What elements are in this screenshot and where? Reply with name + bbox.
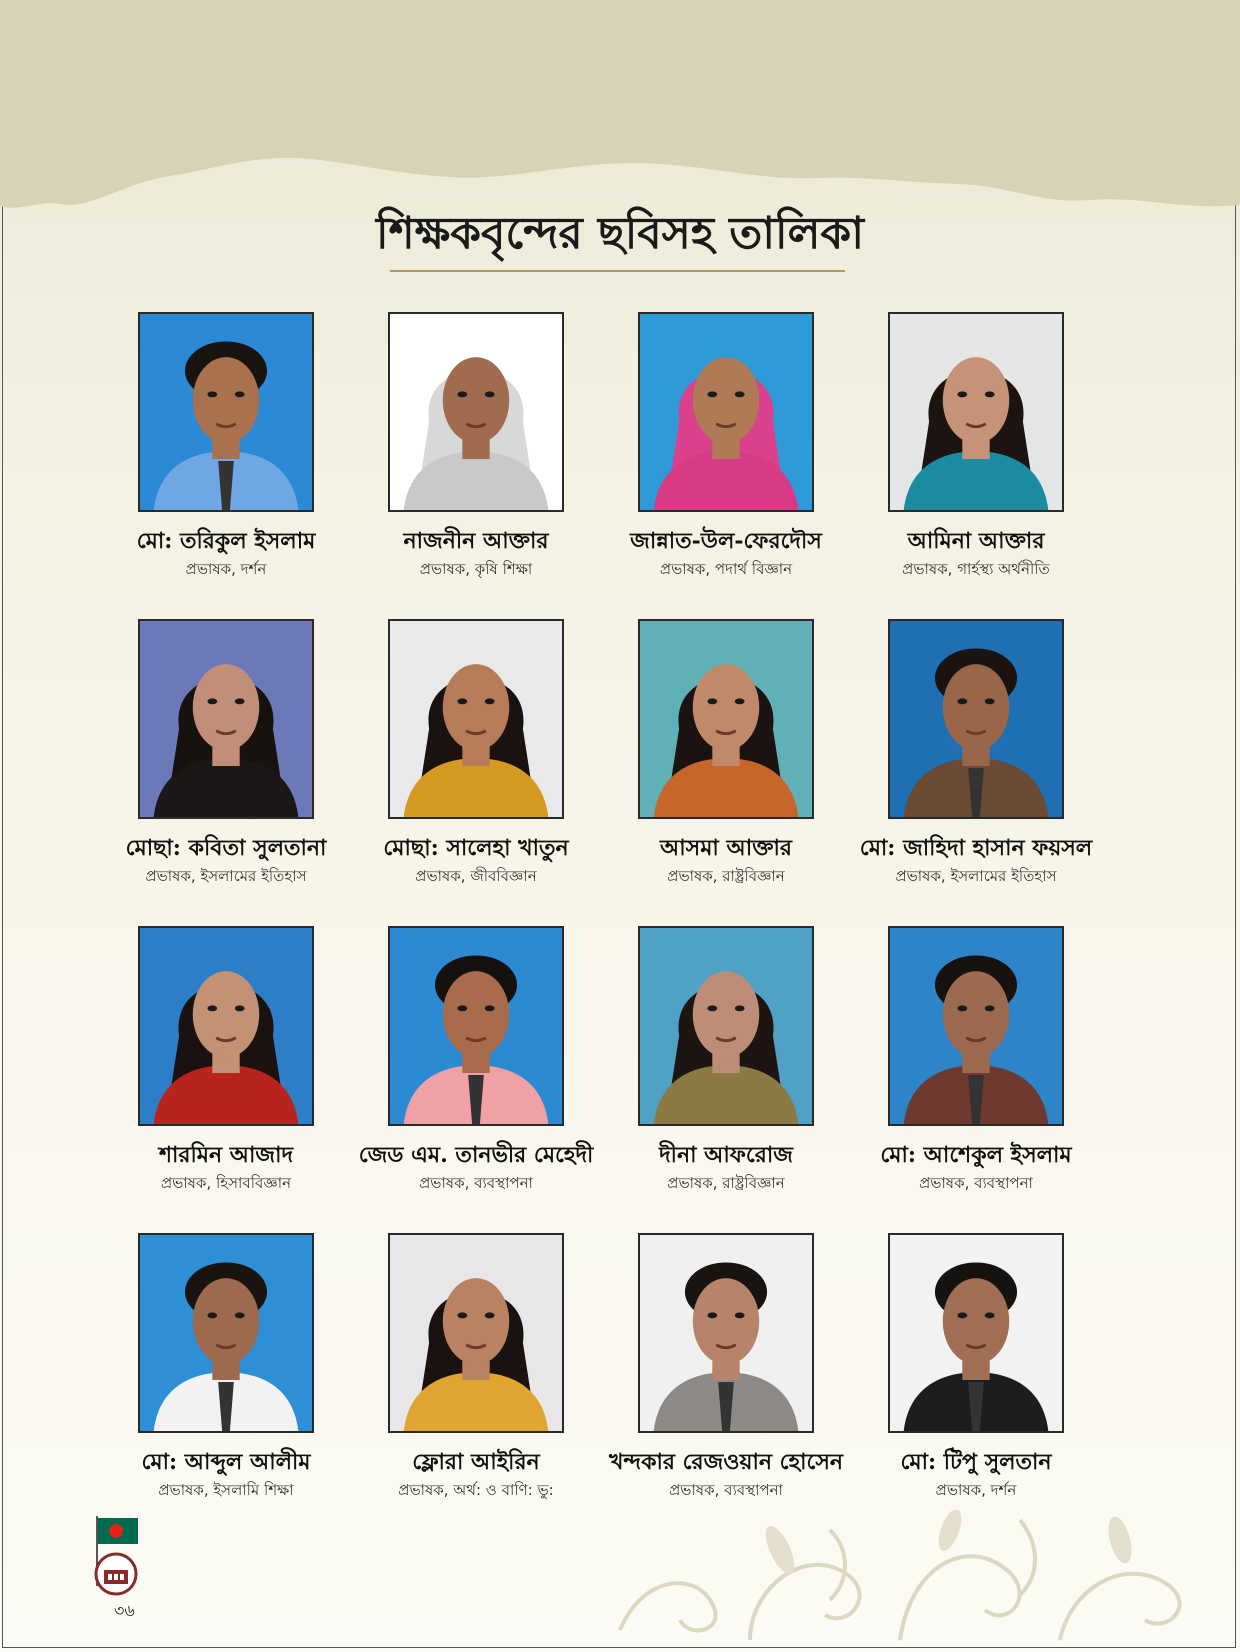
teacher-name: মোছা: সালেহা খাতুন [383, 835, 569, 861]
teacher-name: ফ্লোরা আইরিন [412, 1449, 540, 1475]
teacher-designation: প্রভাষক, রাষ্ট্রবিজ্ঞান [667, 867, 785, 885]
teacher-designation: প্রভাষক, ইসলামের ইতিহাস [895, 867, 1057, 885]
teacher-name: খন্দকার রেজওয়ান হোসেন [608, 1449, 844, 1475]
teacher-name: শারমিন আজাদ [158, 1142, 294, 1168]
teacher-photo [638, 312, 814, 512]
teacher-designation: প্রভাষক, দর্শন [185, 560, 267, 578]
title-underline [390, 270, 845, 272]
teacher-name: মো: টিপু সুলতান [900, 1449, 1052, 1475]
teacher-photo [638, 619, 814, 819]
teacher-name: মো: আব্দুল আলীম [141, 1449, 311, 1475]
teacher-photo [888, 1233, 1064, 1433]
teacher-name: মো: জাহিদা হাসান ফয়সল [859, 835, 1093, 861]
teacher-photo [388, 619, 564, 819]
teacher-designation: প্রভাষক, ইসলামি শিক্ষা [158, 1481, 294, 1499]
teacher-name: মো: আশেকুল ইসলাম [880, 1142, 1072, 1168]
teacher-designation: প্রভাষক, পদার্থ বিজ্ঞান [659, 560, 793, 578]
teacher-photo [138, 312, 314, 512]
teacher-name: আমিনা আক্তার [907, 528, 1045, 554]
teacher-photo [138, 1233, 314, 1433]
teacher-designation: প্রভাষক, রাষ্ট্রবিজ্ঞান [667, 1174, 785, 1192]
teacher-designation: প্রভাষক, ইসলামের ইতিহাস [145, 867, 307, 885]
teacher-designation: প্রভাষক, ব্যবস্থাপনা [669, 1481, 783, 1499]
teacher-designation: প্রভাষক, কৃষি শিক্ষা [419, 560, 533, 578]
teacher-photo [888, 619, 1064, 819]
teacher-name: দীনা আফরোজ [659, 1142, 793, 1168]
teacher-name: মোছা: কবিতা সুলতানা [125, 835, 327, 861]
teacher-photo [888, 312, 1064, 512]
teacher-name: জান্নাত-উল-ফেরদৌস [630, 528, 822, 554]
teacher-designation: প্রভাষক, হিসাববিজ্ঞান [160, 1174, 292, 1192]
teacher-photo [388, 926, 564, 1126]
teacher-photo [138, 619, 314, 819]
teacher-name: আসমা আক্তার [660, 835, 792, 861]
teacher-photo [138, 926, 314, 1126]
teacher-designation: প্রভাষক, ব্যবস্থাপনা [419, 1174, 533, 1192]
teacher-photo [388, 1233, 564, 1433]
teacher-designation: প্রভাষক, গার্হস্থ্য অর্থনীতি [902, 560, 1050, 578]
teacher-designation: প্রভাষক, দর্শন [935, 1481, 1017, 1499]
teacher-photo [388, 312, 564, 512]
page-number: ৩৬ [114, 1601, 135, 1620]
teacher-name: মো: তরিকুল ইসলাম [136, 528, 316, 554]
teacher-designation: প্রভাষক, জীববিজ্ঞান [415, 867, 537, 885]
college-logo [88, 1512, 156, 1596]
teacher-photo [638, 1233, 814, 1433]
teacher-photo [888, 926, 1064, 1126]
teacher-name: নাজনীন আক্তার [403, 528, 549, 554]
teacher-designation: প্রভাষক, ব্যবস্থাপনা [919, 1174, 1033, 1192]
teacher-name: জেড এম. তানভীর মেহেদী [358, 1142, 594, 1168]
floral-ornament [600, 1510, 1220, 1642]
page-title: শিক্ষকবৃন্দের ছবিসহ তালিকা [376, 208, 864, 259]
teacher-photo [638, 926, 814, 1126]
teacher-designation: প্রভাষক, অর্থ: ও বাণি: ভু: [398, 1481, 554, 1499]
